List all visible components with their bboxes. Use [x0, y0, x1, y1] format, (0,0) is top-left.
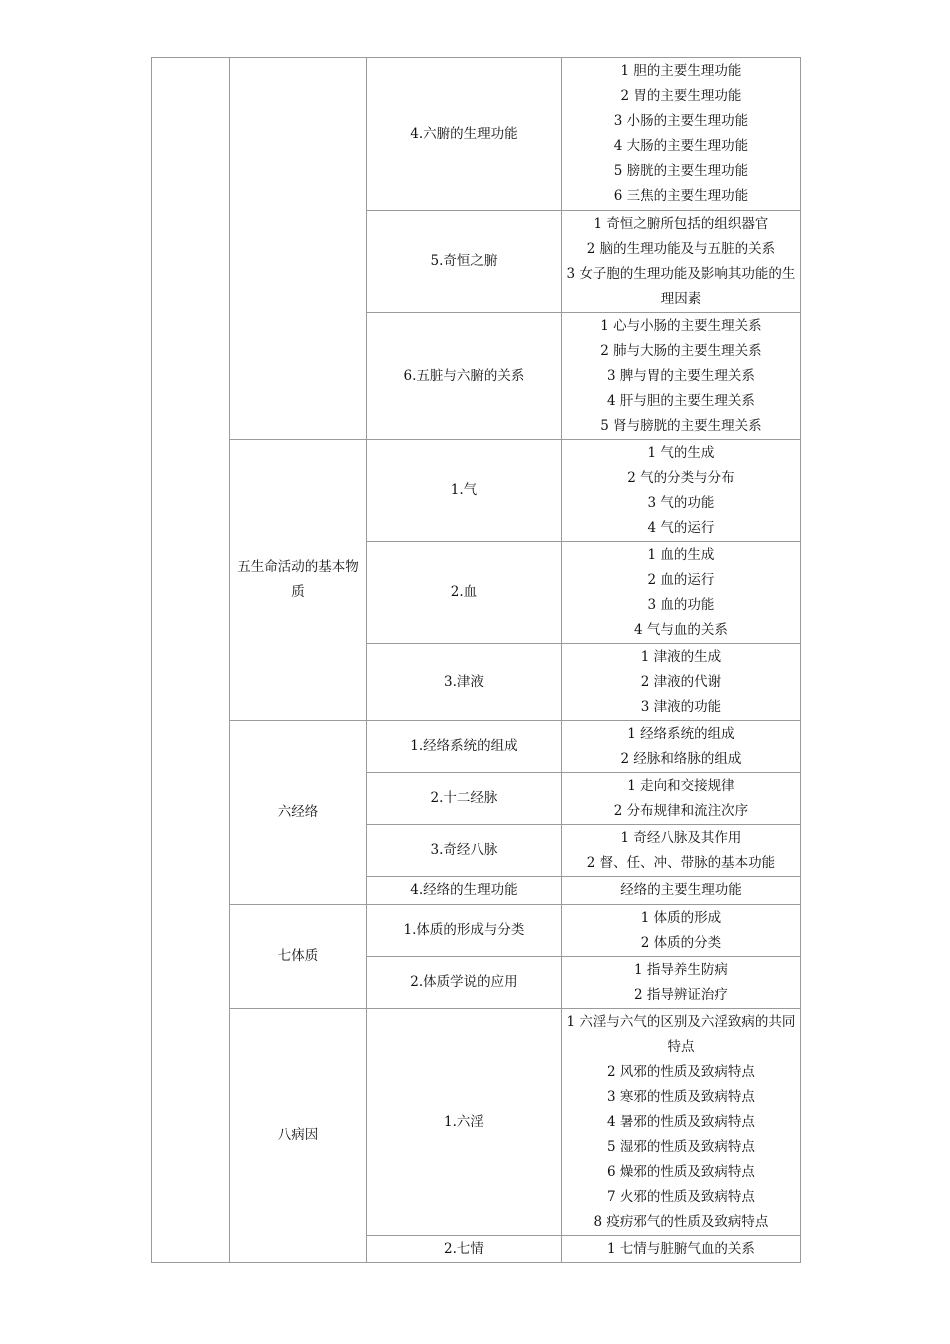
details-cell: [562, 957, 801, 1009]
detail-line: 2 脑的生理功能及与五脏的关系: [586, 240, 776, 257]
detail-line: 1 气的生成: [647, 444, 715, 461]
detail-line: 4 暑邪的性质及致病特点: [607, 1113, 755, 1130]
detail-line: 5 肾与膀胱的主要生理关系: [600, 417, 762, 434]
detail-line: 2 督、任、冲、带脉的基本功能: [586, 854, 776, 871]
topic-cell: 6.五脏与六腑的关系: [367, 313, 562, 440]
topic-cell: 2.血: [367, 542, 562, 644]
detail-line: 1 七情与脏腑气血的关系: [607, 1240, 755, 1257]
details-cell: [562, 644, 801, 721]
detail-line: 8 疫疠邪气的性质及致病特点: [593, 1213, 769, 1230]
detail-line: 1 六淫与六气的区别及六淫致病的共同特点: [566, 1013, 796, 1055]
topic-cell: 4.六腑的生理功能: [367, 58, 562, 211]
topic-cell: 1.经络系统的组成: [367, 721, 562, 773]
topic-cell: 1.六淫: [367, 1009, 562, 1236]
details-cell: [562, 58, 801, 211]
detail-line: 1 指导养生防病: [634, 961, 728, 978]
detail-line: 3 气的功能: [647, 494, 715, 511]
detail-line: 1 经络系统的组成: [627, 725, 735, 742]
detail-line: 4 气与血的关系: [634, 621, 728, 638]
category-cell: 七体质: [230, 905, 367, 1009]
detail-line: 2 体质的分类: [640, 934, 722, 951]
detail-line: 5 膀胱的主要生理功能: [613, 163, 749, 179]
detail-line: 2 经脉和络脉的组成: [620, 750, 742, 767]
detail-line: 4 大肠的主要生理功能: [613, 138, 749, 154]
detail-line: 3 小肠的主要生理功能: [613, 113, 749, 129]
table-row: [152, 440, 801, 542]
topic-cell: 1.气: [367, 440, 562, 542]
table-row: [152, 721, 801, 773]
detail-line: 6 燥邪的性质及致病特点: [607, 1163, 755, 1180]
detail-line: 2 气的分类与分布: [627, 469, 735, 486]
category-cell: [230, 58, 367, 440]
detail-line: 1 心与小肠的主要生理关系: [600, 317, 762, 334]
detail-line: 2 分布规律和流注次序: [613, 802, 749, 819]
details-cell: [562, 313, 801, 440]
detail-line: 5 湿邪的性质及致病特点: [607, 1138, 755, 1155]
detail-line: 4 气的运行: [647, 519, 715, 536]
topic-cell: 2.七情: [367, 1236, 562, 1263]
topic-cell: 3.奇经八脉: [367, 825, 562, 877]
detail-line: 1 津液的生成: [640, 648, 722, 665]
details-cell: [562, 773, 801, 825]
details-cell: [562, 211, 801, 313]
table-row: [152, 905, 801, 957]
detail-line: 经络的主要生理功能: [620, 882, 742, 898]
details-cell: [562, 1236, 801, 1263]
category-cell: 六经络: [230, 721, 367, 905]
details-cell: [562, 721, 801, 773]
detail-line: 3 寒邪的性质及致病特点: [607, 1088, 755, 1105]
category-cell: 五生命活动的基本物质: [230, 440, 367, 721]
details-cell: [562, 542, 801, 644]
details-cell: [562, 877, 801, 905]
details-cell: [562, 1009, 801, 1236]
detail-line: 2 血的运行: [647, 571, 715, 588]
detail-line: 3 津液的功能: [640, 698, 722, 715]
detail-line: 3 脾与胃的主要生理关系: [607, 367, 755, 384]
detail-line: 1 奇经八脉及其作用: [620, 829, 742, 846]
details-cell: [562, 440, 801, 542]
detail-line: 2 津液的代谢: [640, 673, 722, 690]
detail-line: 2 肺与大肠的主要生理关系: [600, 342, 762, 359]
topic-cell: 2.十二经脉: [367, 773, 562, 825]
table-row: [152, 1009, 801, 1236]
detail-line: 2 指导辨证治疗: [634, 986, 728, 1003]
detail-line: 3 女子胞的生理功能及影响其功能的生理因素: [566, 265, 796, 307]
topic-cell: 2.体质学说的应用: [367, 957, 562, 1009]
detail-line: 3 血的功能: [647, 596, 715, 613]
category-cell: 八病因: [230, 1009, 367, 1263]
detail-line: 1 走向和交接规律: [627, 777, 735, 794]
detail-line: 2 风邪的性质及致病特点: [607, 1063, 755, 1080]
topic-cell: 4.经络的生理功能: [367, 877, 562, 905]
topic-cell: 1.体质的形成与分类: [367, 905, 562, 957]
detail-line: 1 胆的主要生理功能: [620, 63, 742, 79]
detail-line: 1 体质的形成: [640, 909, 722, 926]
detail-line: 2 胃的主要生理功能: [620, 88, 742, 104]
details-cell: [562, 825, 801, 877]
topic-cell: 5.奇恒之腑: [367, 211, 562, 313]
unit-column-cell: [152, 58, 230, 1263]
table-row: [152, 58, 801, 211]
topic-cell: 3.津液: [367, 644, 562, 721]
detail-line: 1 奇恒之腑所包括的组织器官: [593, 215, 769, 232]
detail-line: 4 肝与胆的主要生理关系: [607, 392, 755, 409]
detail-line: 1 血的生成: [647, 546, 715, 563]
detail-line: 7 火邪的性质及致病特点: [607, 1188, 755, 1205]
syllabus-table: [151, 57, 801, 1263]
details-cell: [562, 905, 801, 957]
detail-line: 6 三焦的主要生理功能: [613, 188, 749, 204]
